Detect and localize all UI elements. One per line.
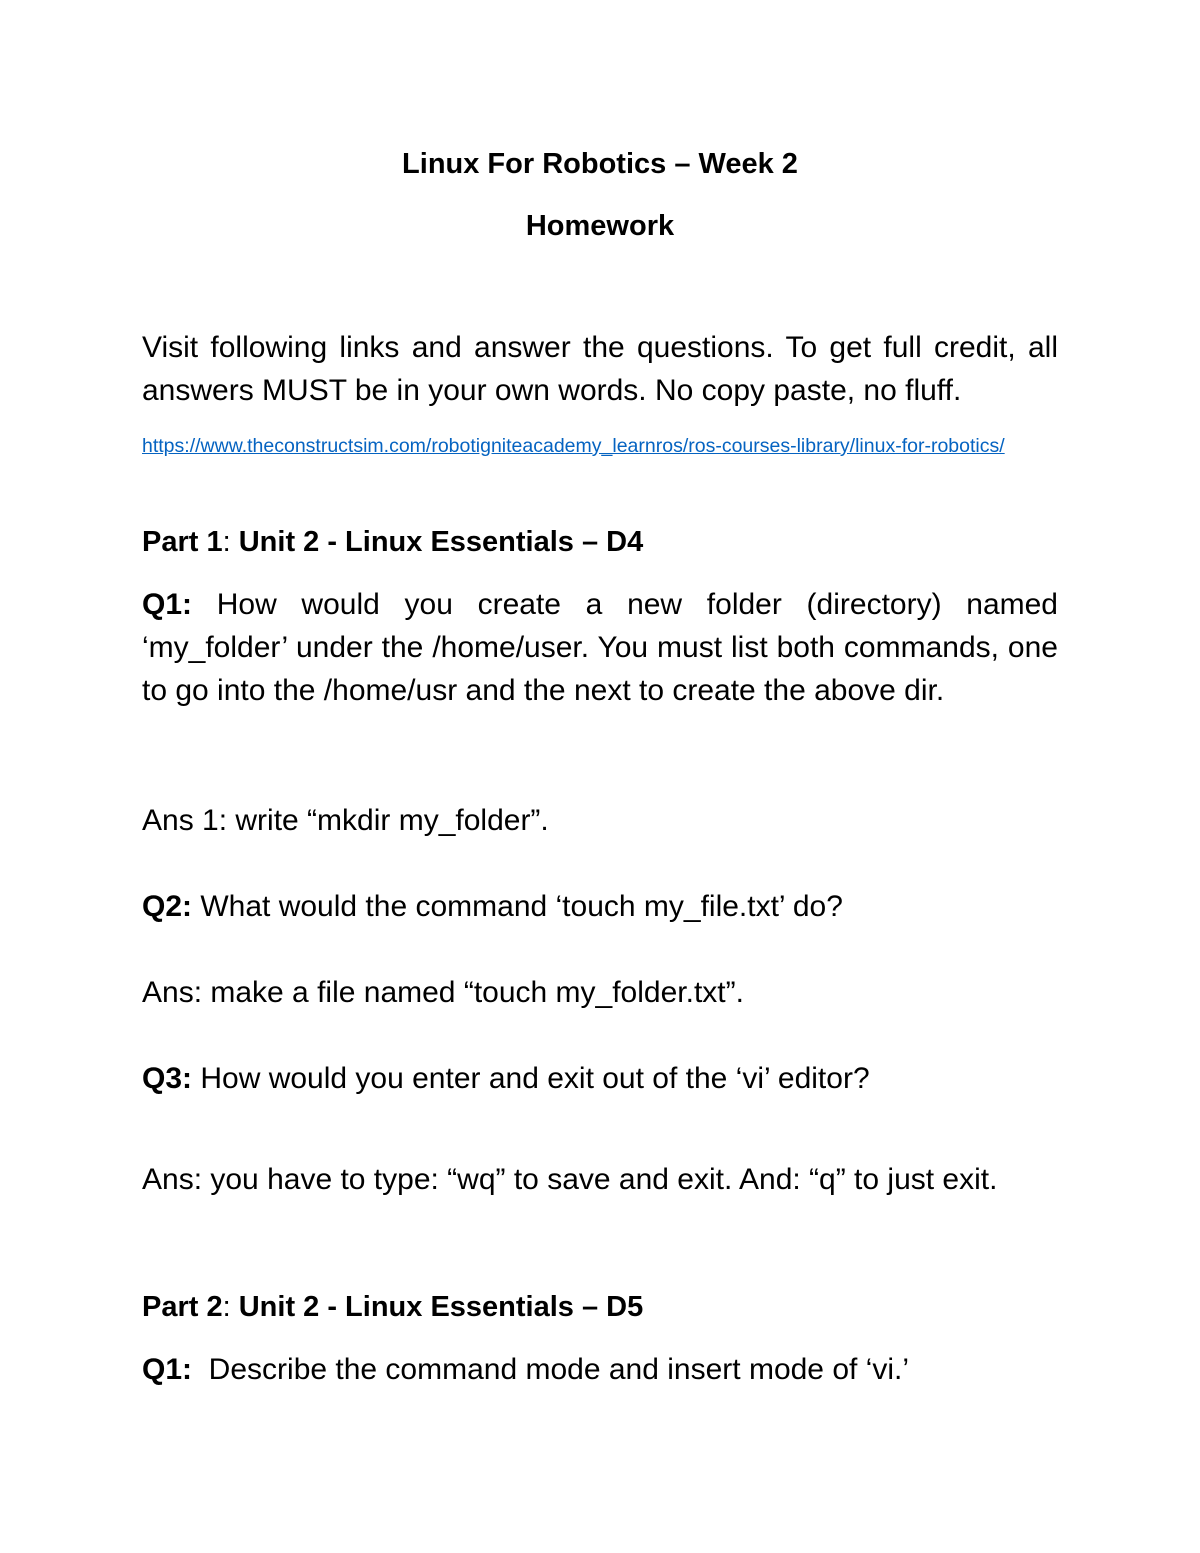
part2-heading-label: Part 2 bbox=[142, 1291, 223, 1323]
part1-q2-label: Q2: bbox=[142, 890, 193, 923]
part1-heading-rest: Unit 2 - Linux Essentials – D4 bbox=[230, 526, 644, 558]
part1-heading bbox=[142, 524, 643, 560]
part1-heading-sep: : bbox=[222, 526, 231, 558]
document-subtitle: Homework bbox=[525, 210, 675, 242]
part1-a2: Ans: make a file named “touch my_folder.txt”. bbox=[142, 976, 744, 1009]
part2-q1 bbox=[142, 1348, 1058, 1391]
part2-heading bbox=[142, 1289, 643, 1325]
part1-q1-label: Q1: bbox=[142, 588, 193, 621]
part1-q3-text: How would you enter and exit out of the ‘vi’ editor? bbox=[192, 1062, 870, 1095]
part2-q1-text: Describe the command mode and insert mode of ‘vi.’ bbox=[192, 1353, 910, 1386]
part1-q1-text: How would you create a new folder (directory) named ‘my_folder’ under the /home/user. You must list both commands, one to go into the /home/usr and the next to create the above dir. bbox=[142, 588, 1058, 707]
part2-q1-label: Q1: bbox=[142, 1353, 193, 1386]
document-title: Linux For Robotics – Week 2 bbox=[402, 148, 798, 180]
part1-q1 bbox=[142, 583, 1058, 712]
course-link[interactable]: https://www.theconstructsim.com/robotigniteacademy_learnros/ros-courses-library/linux-for-robotics/ bbox=[142, 435, 1005, 457]
intro-paragraph: Visit following links and answer the questions. To get full credit, all answers MUST be in your own words. No copy paste, no fluff. bbox=[142, 331, 1058, 407]
part1-a3: Ans: you have to type: “wq” to save and exit. And: “q” to just exit. bbox=[142, 1163, 998, 1196]
part1-q3 bbox=[142, 1057, 1058, 1100]
part1-a1: Ans 1: write “mkdir my_folder”. bbox=[142, 804, 549, 837]
part2-heading-rest: Unit 2 - Linux Essentials – D5 bbox=[230, 1291, 644, 1323]
part1-q3-label: Q3: bbox=[142, 1062, 193, 1095]
part1-q2-text: What would the command ‘touch my_file.txt’ do? bbox=[192, 890, 843, 923]
part1-q2 bbox=[142, 885, 1058, 928]
part1-heading-label: Part 1 bbox=[142, 526, 223, 558]
part2-heading-sep: : bbox=[222, 1291, 231, 1323]
